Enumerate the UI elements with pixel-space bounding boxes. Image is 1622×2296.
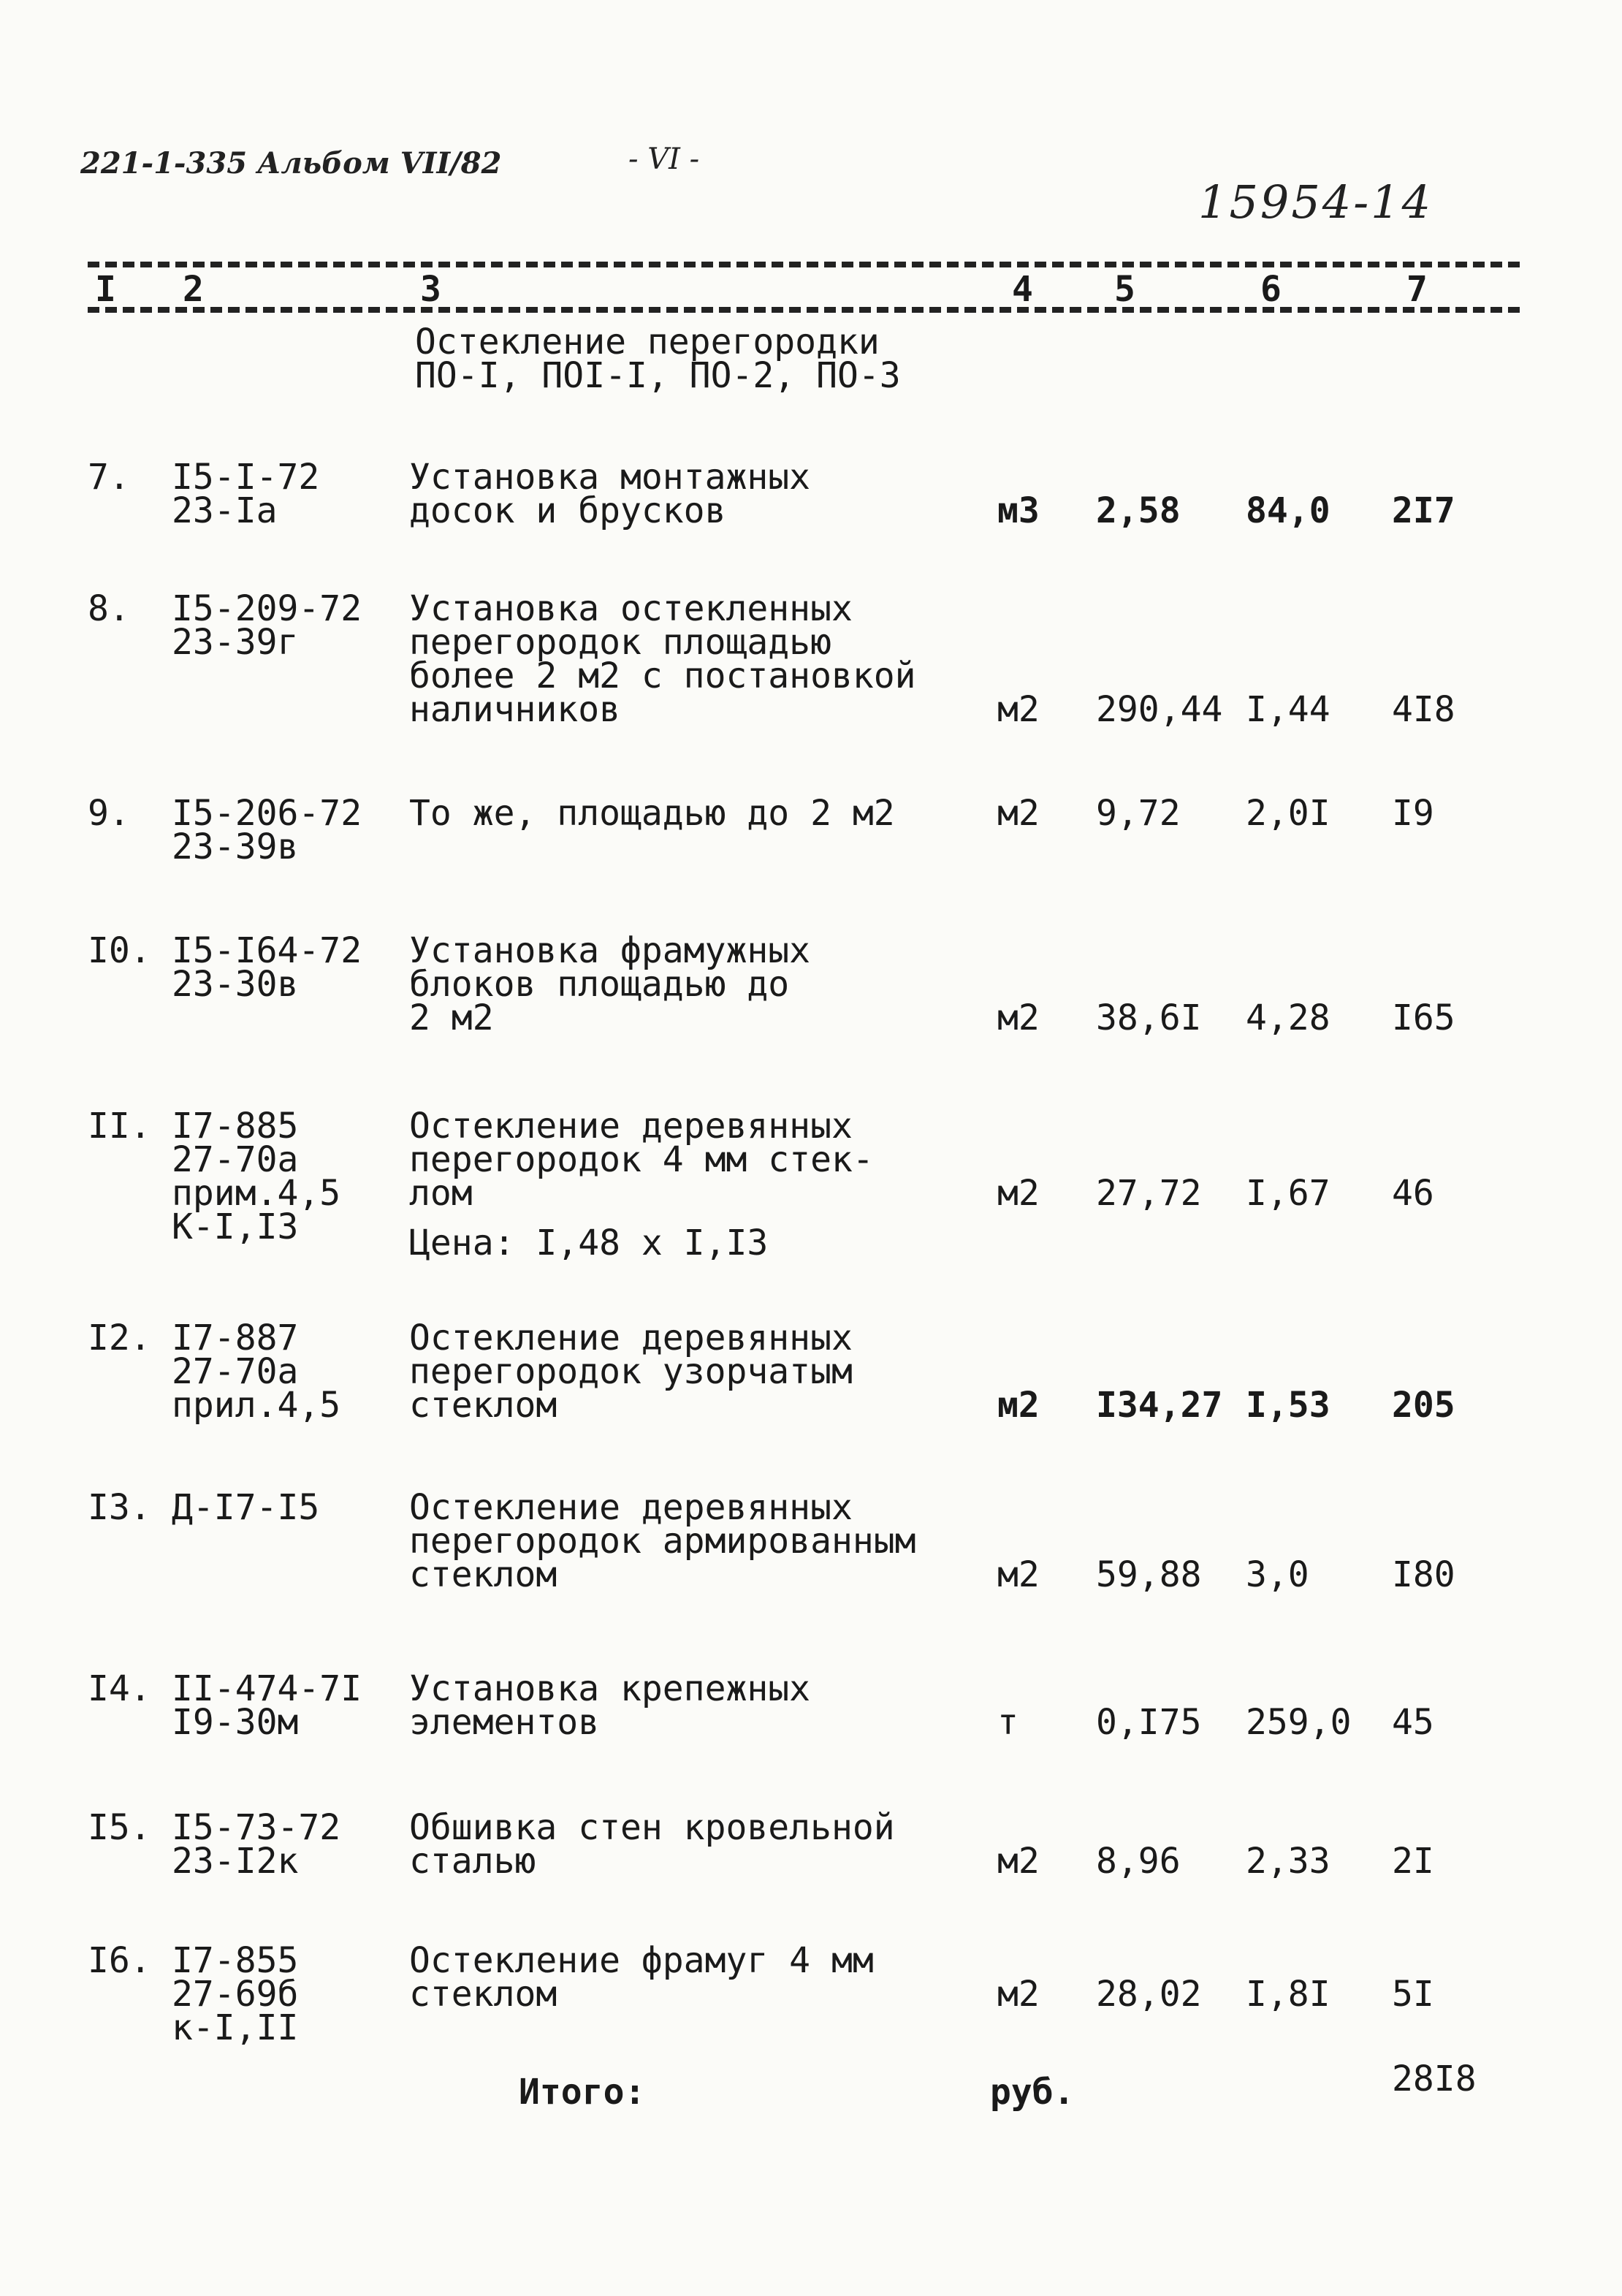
row-sum: 205 xyxy=(1392,1385,1455,1426)
row-number: I6. xyxy=(88,1940,151,1981)
row-description: Остекление деревянных перегородок армированным стеклом xyxy=(409,1487,916,1595)
row-unit: м2 xyxy=(997,1974,1040,2015)
row-quantity: 59,88 xyxy=(1096,1554,1202,1595)
row-price: I,44 xyxy=(1246,689,1330,730)
row-sum: 2I7 xyxy=(1392,490,1455,531)
row-price: I,53 xyxy=(1246,1385,1330,1426)
row-description: Установка крепежных элементов xyxy=(409,1668,811,1743)
row-code: I5-73-72 23-I2к xyxy=(172,1807,341,1882)
row-number: I2. xyxy=(88,1318,151,1358)
row-description: Обшивка стен кровельной сталью xyxy=(409,1807,895,1882)
row-price: 259,0 xyxy=(1246,1702,1352,1743)
row-unit: т xyxy=(997,1702,1018,1743)
row-code: I7-887 27-70а прил.4,5 xyxy=(172,1318,341,1426)
handwritten-document-code: 15954-14 xyxy=(1198,175,1433,229)
row-price: 4,28 xyxy=(1246,997,1330,1038)
handwritten-reference: 221-1-335 Альбом VII/82 xyxy=(80,146,502,180)
column-header-6: 6 xyxy=(1260,269,1282,310)
row-sum: 45 xyxy=(1392,1702,1434,1743)
dashed-rule-top xyxy=(88,262,1520,267)
row-price: 84,0 xyxy=(1246,490,1330,531)
handwritten-page-number: - VI - xyxy=(628,142,700,176)
row-unit: м2 xyxy=(997,689,1040,730)
row-price: I,8I xyxy=(1246,1974,1330,2015)
row-number: II. xyxy=(88,1106,151,1147)
row-unit: м3 xyxy=(997,490,1040,531)
row-number: I4. xyxy=(88,1668,151,1709)
row-quantity: 28,02 xyxy=(1096,1974,1202,2015)
row-number: I3. xyxy=(88,1487,151,1528)
column-header-2: 2 xyxy=(183,269,204,310)
row-unit: м2 xyxy=(997,997,1040,1038)
dashed-rule-bottom xyxy=(88,307,1520,313)
row-price-note: Цена: I,48 х I,I3 xyxy=(409,1223,769,1263)
row-description: То же, площадью до 2 м2 xyxy=(409,793,895,834)
row-number: 9. xyxy=(88,793,130,834)
row-quantity: 0,I75 xyxy=(1096,1702,1202,1743)
row-quantity: I34,27 xyxy=(1096,1385,1223,1426)
row-code: I5-209-72 23-39г xyxy=(172,588,362,663)
row-code: II-474-7I I9-30м xyxy=(172,1668,362,1743)
total-label: Итого: xyxy=(519,2072,646,2113)
section-title: Остекление перегородки ПО-I, ПОI-I, ПО-2, ПО-3 xyxy=(415,322,901,396)
column-header-7: 7 xyxy=(1406,269,1428,310)
row-unit: м2 xyxy=(997,1173,1040,1214)
row-sum: 46 xyxy=(1392,1173,1434,1214)
row-code: I5-I-72 23-Iа xyxy=(172,457,320,531)
row-number: 7. xyxy=(88,457,130,498)
row-sum: I80 xyxy=(1392,1554,1455,1595)
row-sum: 2I xyxy=(1392,1841,1434,1882)
row-price: 2,0I xyxy=(1246,793,1330,834)
column-header-4: 4 xyxy=(1012,269,1033,310)
row-description: Установка монтажных досок и брусков xyxy=(409,457,811,531)
row-price: 3,0 xyxy=(1246,1554,1309,1595)
row-quantity: 290,44 xyxy=(1096,689,1223,730)
row-quantity: 27,72 xyxy=(1096,1173,1202,1214)
column-header-1: I xyxy=(95,269,116,310)
row-code: I7-885 27-70а прим.4,5 К-I,I3 xyxy=(172,1106,341,1247)
row-quantity: 2,58 xyxy=(1096,490,1181,531)
row-code: I7-855 27-69б к-I,II xyxy=(172,1940,299,2048)
row-number: I5. xyxy=(88,1807,151,1848)
row-sum: I65 xyxy=(1392,997,1455,1038)
row-sum: 4I8 xyxy=(1392,689,1455,730)
row-price: I,67 xyxy=(1246,1173,1330,1214)
row-sum: 5I xyxy=(1392,1974,1434,2015)
row-quantity: 8,96 xyxy=(1096,1841,1181,1882)
total-unit: руб. xyxy=(990,2072,1075,2113)
row-description: Остекление фрамуг 4 мм стеклом xyxy=(409,1940,874,2015)
row-code: I5-206-72 23-39в xyxy=(172,793,362,867)
row-code: I5-I64-72 23-30в xyxy=(172,930,362,1005)
row-description: Остекление деревянных перегородок узорчатым стеклом xyxy=(409,1318,853,1426)
row-number: 8. xyxy=(88,588,130,629)
row-number: I0. xyxy=(88,930,151,971)
row-quantity: 9,72 xyxy=(1096,793,1181,834)
row-unit: м2 xyxy=(997,1554,1040,1595)
row-price: 2,33 xyxy=(1246,1841,1330,1882)
column-header-5: 5 xyxy=(1114,269,1135,310)
row-unit: м2 xyxy=(997,1841,1040,1882)
row-description: Остекление деревянных перегородок 4 мм стек- лом xyxy=(409,1106,874,1214)
row-sum: I9 xyxy=(1392,793,1434,834)
row-code: Д-I7-I5 xyxy=(172,1487,320,1528)
column-header-3: 3 xyxy=(420,269,441,310)
row-unit: м2 xyxy=(997,793,1040,834)
row-unit: м2 xyxy=(997,1385,1040,1426)
row-quantity: 38,6I xyxy=(1096,997,1202,1038)
total-sum: 28I8 xyxy=(1392,2059,1477,2099)
row-description: Установка остекленных перегородок площадью более 2 м2 с постановкой наличников xyxy=(409,588,916,730)
row-description: Установка фрамужных блоков площадью до 2 м2 xyxy=(409,930,811,1038)
